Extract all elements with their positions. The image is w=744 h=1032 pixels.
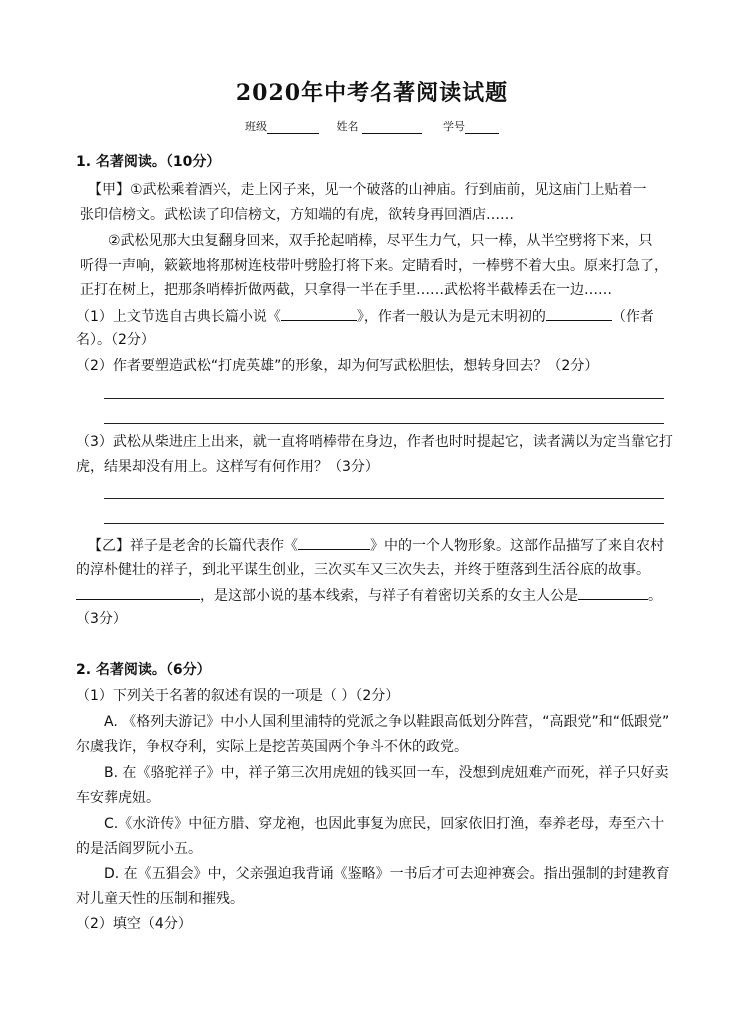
q1-sub3-line2: 虎，结果却没有用上。这样写有何作用？（3分）	[76, 459, 379, 475]
q1-sub1-line2: 名）。（2分）	[76, 332, 155, 348]
q1-yi-line4: （3分）	[76, 611, 127, 627]
q2-sub2: （2）填空（4分）	[76, 916, 192, 932]
q1-yi-book-blank[interactable]	[298, 535, 370, 550]
id-label: 学号	[442, 120, 465, 133]
q1-jia-p2-line2: 听得一声响，簌簌地将那树连枝带叶劈脸打将下来。定睛看时，一棒劈不着大虫。原来打急了，	[80, 258, 668, 274]
q1-yi-text-b2: ，是这部小说的基本线索，与祥子有着密切关系的女主人公是	[200, 588, 578, 604]
q1-sub2-answer-line-2[interactable]	[104, 423, 664, 424]
id-blank[interactable]	[465, 121, 499, 134]
q2-option-d-line2: 对儿童天性的压制和摧残。	[76, 891, 244, 907]
q1-sub1-text-c: （作者	[611, 309, 654, 325]
q1-sub1-book-blank[interactable]	[281, 306, 357, 321]
name-blank[interactable]	[362, 121, 422, 134]
q1-yi-text-a: 【乙】祥子是老舍的长篇代表作《	[88, 538, 298, 554]
q1-sub1-text-b: 》，作者一般认为是元末明初的	[356, 309, 546, 325]
name-label: 姓名	[336, 120, 359, 133]
q1-jia-p1-line2: 张印信榜文。武松读了印信榜文，方知端的有虎，欲转身再回酒店……	[80, 207, 514, 223]
q2-option-d-line1: D. 在《五猖会》中，父亲强迫我背诵《鉴略》一书后才可去迎神赛会。指出强制的封建教育	[104, 866, 670, 882]
q1-heading: 1. 名著阅读。（10分）	[76, 154, 221, 170]
q2-option-c-line2: 的是活阎罗阮小五。	[76, 841, 202, 857]
q1-sub1-author-blank[interactable]	[546, 306, 612, 321]
q1-sub1-line1	[76, 306, 654, 327]
student-info-row	[0, 118, 744, 134]
q1-sub1-text-a: （1）上文节选自古典长篇小说《	[76, 309, 281, 325]
q1-sub3-line1: （3）武松从柴进庄上出来，就一直将哨棒带在身边，作者也时时提起它，读者满以为定当靠它打	[76, 434, 673, 450]
q1-yi-line2: 的淳朴健壮的祥子，到北平谋生创业，三次买车又三次失去，并终于堕落到生活谷底的故事。	[76, 562, 650, 578]
q2-option-c-line1: C.《水浒传》中征方腊、穿龙袍，也因此事复为庶民，回家依旧打渔，奉养老母，寿至六十	[104, 816, 665, 832]
class-label: 班级	[245, 120, 268, 133]
q1-sub3-answer-line-1[interactable]	[104, 498, 664, 499]
q1-yi-line1	[88, 535, 664, 556]
class-blank[interactable]	[267, 121, 319, 134]
q1-sub2-answer-line-1[interactable]	[104, 398, 664, 399]
q1-sub2: （2）作者要塑造武松“打虎英雄”的形象，却为何写武松胆怯，想转身回去？（2分）	[76, 358, 599, 374]
q1-yi-clue-blank[interactable]	[76, 585, 200, 600]
q2-option-b-line1: B. 在《骆驼祥子》中，祥子第三次用虎妞的钱买回一车，没想到虎妞难产而死，祥子只好卖	[104, 765, 669, 781]
q2-option-a-line1: A. 《格列夫游记》中小人国利里浦特的党派之争以鞋跟高低划分阵营，“高跟党”和“低跟党”	[104, 714, 670, 730]
q1-yi-line3	[76, 585, 662, 606]
q1-jia-p1-line1: 【甲】①武松乘着酒兴，走上冈子来，见一个破落的山神庙。行到庙前，见这庙门上贴着一	[88, 182, 647, 198]
q2-option-b-line2: 车安葬虎妞。	[76, 790, 160, 806]
q1-sub3-answer-line-2[interactable]	[104, 523, 664, 524]
q1-yi-text-b: 》中的一个人物形象。这部作品描写了来自农村	[370, 538, 664, 554]
q2-option-a-line2: 尔虞我诈，争权夺利，实际上是挖苦英国两个争斗不休的政党。	[76, 739, 468, 755]
q2-sub1: （1）下列关于名著的叙述有误的一项是（ ）（2分）	[76, 688, 400, 704]
page-title: 2020年中考名著阅读试题	[235, 80, 509, 106]
q1-yi-heroine-blank[interactable]	[578, 585, 648, 600]
q2-heading: 2. 名著阅读。（6分）	[76, 662, 211, 678]
q1-yi-text-c: 。	[648, 588, 662, 604]
q1-jia-p2-line3: 正打在树上，把那条哨棒折做两截，只拿得一半在手里……武松将半截棒丢在一边……	[80, 282, 612, 298]
q1-jia-p2-line1: ②武松见那大虫复翻身回来，双手抡起哨棒，尽平生力气，只一棒，从半空劈将下来，只	[108, 233, 653, 249]
